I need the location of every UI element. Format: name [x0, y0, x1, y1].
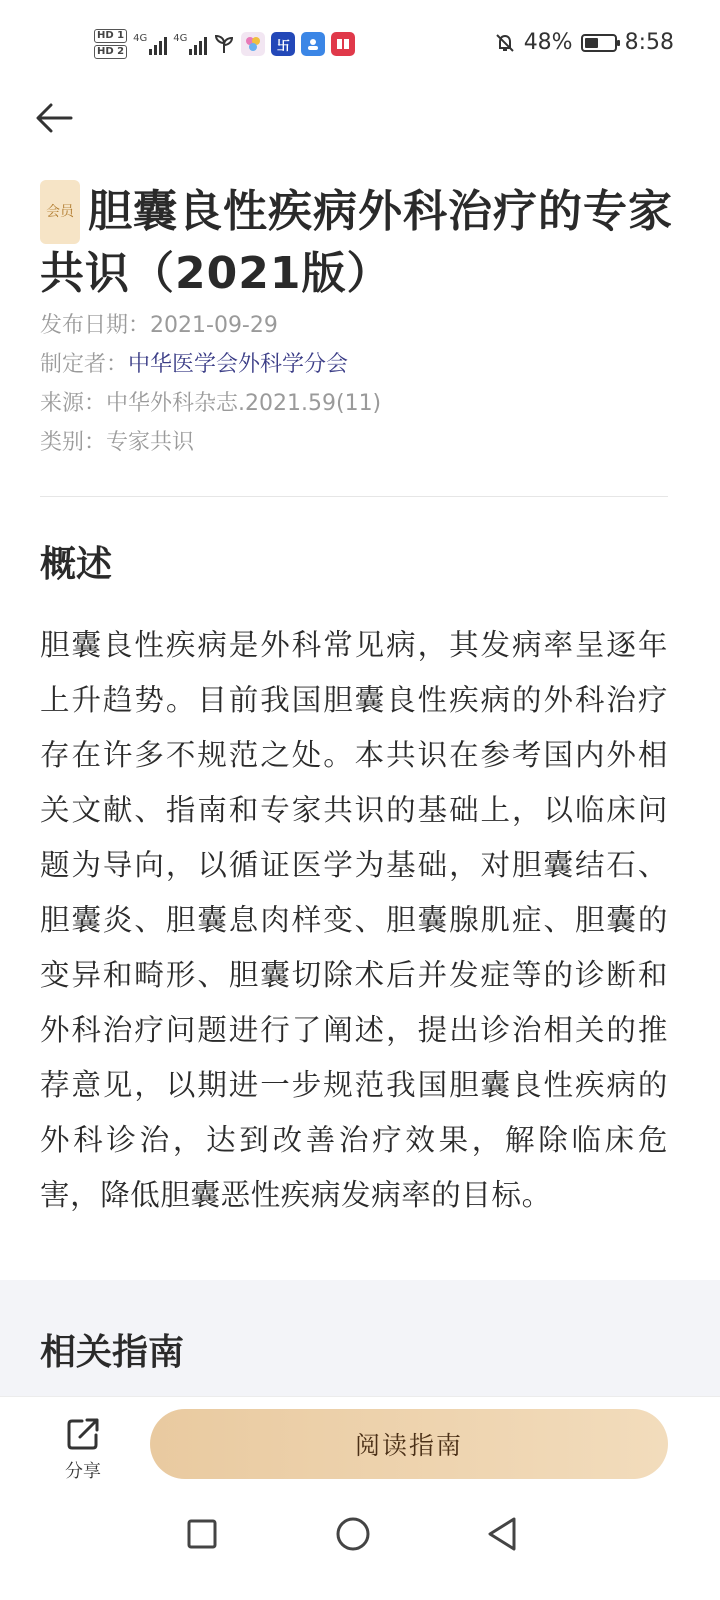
book-icon	[331, 32, 355, 56]
source-row	[40, 384, 381, 423]
back-button[interactable]	[32, 96, 76, 140]
overview-heading: 概述	[40, 544, 113, 585]
related-guidelines-section	[0, 1280, 720, 1400]
category-value: 专家共识	[106, 430, 195, 455]
hd2-label: HD 2	[94, 45, 127, 59]
system-back-button[interactable]	[480, 1512, 524, 1556]
net2-label: 4G	[173, 33, 188, 44]
back-arrow-icon	[35, 102, 73, 134]
app-icon: 卐	[271, 32, 295, 56]
home-circle-icon	[335, 1516, 371, 1552]
system-nav-bar	[0, 1492, 720, 1600]
article-meta	[40, 306, 381, 462]
publish-date: 2021-09-29	[150, 313, 278, 338]
hd-icon	[94, 29, 127, 59]
share-label: 分享	[65, 1461, 101, 1482]
battery-fill	[585, 38, 598, 48]
action-bar	[0, 1396, 720, 1492]
battery-icon	[581, 34, 617, 52]
status-bar	[0, 0, 720, 84]
author-label: 制定者：	[40, 352, 129, 377]
signal-icon	[173, 33, 207, 55]
status-right	[494, 30, 674, 55]
publish-label: 发布日期：	[40, 313, 151, 338]
read-guideline-button[interactable]: 阅读指南	[150, 1409, 668, 1479]
title-text: 胆囊良性疾病外科治疗的专家共识（2021版）	[40, 186, 673, 299]
source-value: 中华外科杂志.2021.59(11)	[106, 391, 382, 416]
member-badge: 会员	[40, 180, 80, 244]
author-link[interactable]: 中华医学会外科学分会	[128, 352, 349, 377]
app-icon	[241, 32, 265, 56]
signal-icon	[133, 33, 167, 55]
share-icon	[64, 1415, 102, 1453]
overview-body: 胆囊良性疾病是外科常见病，其发病率呈逐年上升趋势。目前我国胆囊良性疾病的外科治疗存在许多不规范之处。本共识在参考国内外相关文献、指南和专家共识的基础上，以临床问题为导向，以循证医学为基础，对胆囊结石、胆囊炎、胆囊息肉样变、胆囊腺肌症、胆囊的变异和畸形、胆囊切除术后并发症等的诊断和外科治疗问题进行了阐述，提出诊治相关的推荐意见，以期进一步规范我国胆囊良性疾病的外科诊治，达到改善治疗效果，解除临床危害，降低胆囊恶性疾病发病率的目标。	[40, 628, 668, 1212]
net1-label: 4G	[133, 33, 148, 44]
battery-percent: 48%	[523, 30, 573, 55]
recents-square-icon	[186, 1518, 218, 1550]
app-icon	[301, 32, 325, 56]
source-label: 来源：	[40, 391, 107, 416]
category-row	[40, 423, 381, 462]
divider	[40, 496, 668, 497]
clock: 8:58	[624, 30, 674, 55]
publish-row	[40, 306, 381, 345]
back-triangle-icon	[485, 1516, 519, 1552]
article-header	[40, 180, 680, 304]
category-label: 类别：	[40, 430, 107, 455]
home-button[interactable]	[331, 1512, 375, 1556]
related-heading: 相关指南	[40, 1332, 185, 1373]
mute-bell-icon	[494, 32, 516, 54]
share-button[interactable]	[58, 1415, 108, 1483]
hd1-label: HD 1	[94, 29, 127, 43]
author-row	[40, 345, 381, 384]
status-left	[94, 24, 355, 64]
page-title	[40, 180, 680, 304]
leaf-icon	[213, 33, 235, 55]
recents-button[interactable]	[180, 1512, 224, 1556]
